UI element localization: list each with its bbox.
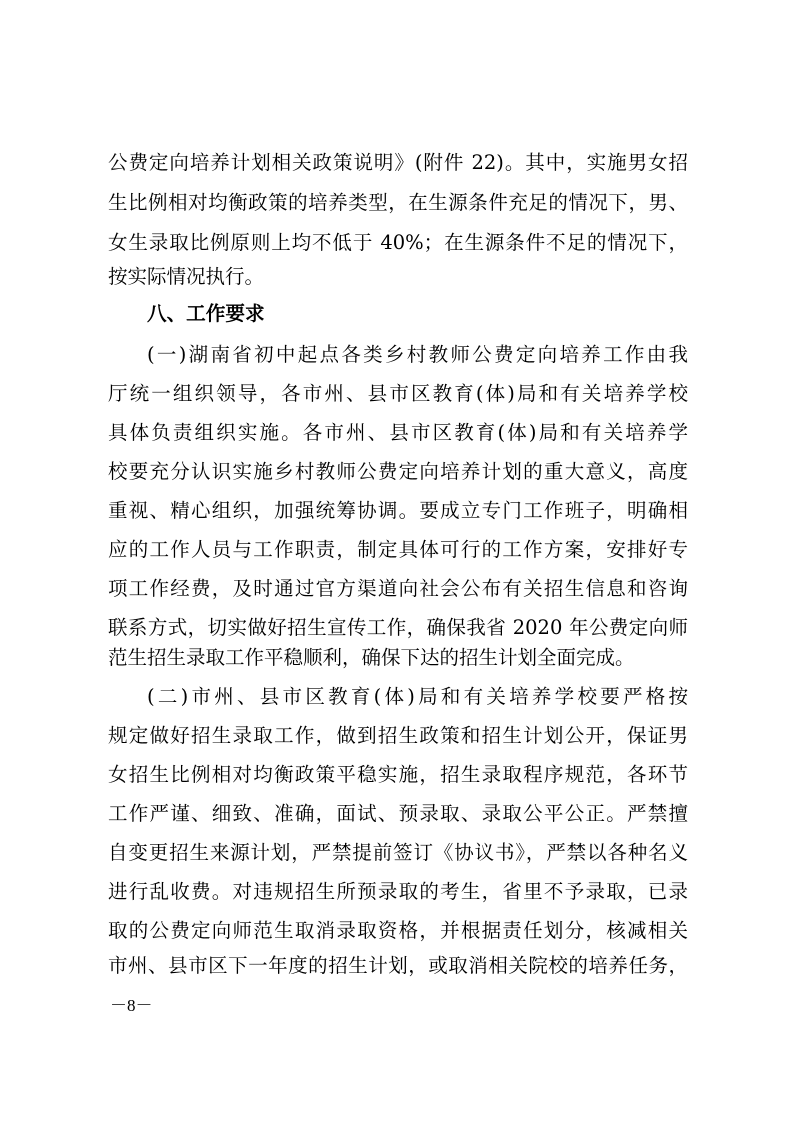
text-line: 按实际情况执行。 xyxy=(108,265,265,288)
text-line: 重视、精心组织，加强统筹协调。要成立专门工作班子，明确相 xyxy=(108,499,688,522)
page-number: －8－ xyxy=(110,996,153,1015)
text-line: (二)市州、县市区教育(体)局和有关培养学校要严格按 xyxy=(147,685,688,708)
section-heading: 八、工作要求 xyxy=(147,302,265,325)
text-line: 女生录取比例原则上均不低于 40%；在生源条件不足的情况下， xyxy=(108,231,688,254)
text-line: 公费定向培养计划相关政策说明》(附件 22)。其中，实施男女招 xyxy=(108,151,688,174)
text-line: 进行乱收费。对违规招生所预录取的考生，省里不予录取，已录 xyxy=(108,880,688,903)
text-line: 具体负责组织实施。各市州、县市区教育(体)局和有关培养学 xyxy=(108,421,688,444)
text-line: 规定做好招生录取工作，做到招生政策和招生计划公开，保证男 xyxy=(108,724,688,747)
text-line: 厅统一组织领导，各市州、县市区教育(体)局和有关培养学校 xyxy=(108,382,688,405)
text-line: 自变更招生来源计划，严禁提前签订《协议书》，严禁以各种名义 xyxy=(108,841,688,864)
text-line: 女招生比例相对均衡政策平稳实施，招生录取程序规范，各环节 xyxy=(108,763,688,786)
text-line: 取的公费定向师范生取消录取资格，并根据责任划分，核减相关 xyxy=(108,919,688,942)
text-line: 项工作经费，及时通过官方渠道向社会公布有关招生信息和咨询 xyxy=(108,577,688,600)
text-line: 生比例相对均衡政策的培养类型，在生源条件充足的情况下，男、 xyxy=(108,191,688,214)
text-line: 应的工作人员与工作职责，制定具体可行的工作方案，安排好专 xyxy=(108,538,688,561)
text-line: 范生招生录取工作平稳顺利，确保下达的招生计划全面完成。 xyxy=(108,646,635,669)
text-line: (一)湖南省初中起点各类乡村教师公费定向培养工作由我 xyxy=(147,343,688,366)
text-line: 校要充分认识实施乡村教师公费定向培养计划的重大意义，高度 xyxy=(108,460,688,483)
text-line: 联系方式，切实做好招生宣传工作，确保我省 2020 年公费定向师 xyxy=(108,616,688,639)
text-line: 市州、县市区下一年度的招生计划，或取消相关院校的培养任务， xyxy=(108,954,688,977)
text-line: 工作严谨、细致、准确，面试、预录取、录取公平公正。严禁擅 xyxy=(108,802,688,825)
